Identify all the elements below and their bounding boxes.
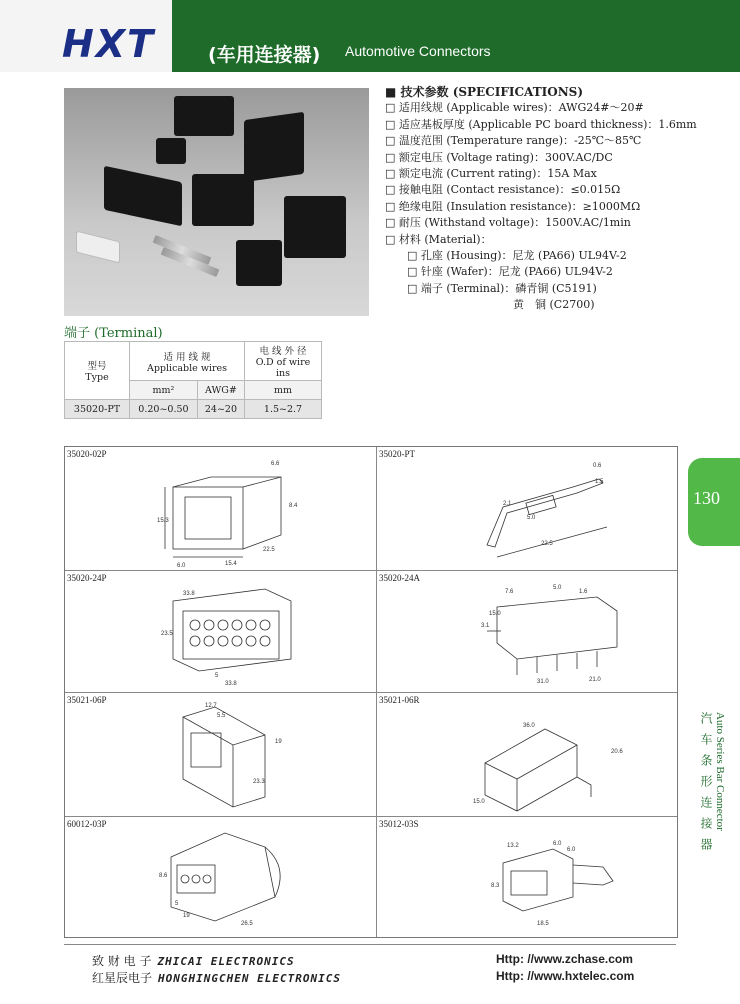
drawing-cell <box>377 447 677 571</box>
connector-part <box>76 231 120 264</box>
company-name-en: HONGHINGCHEN ELECTRONICS <box>158 972 341 985</box>
th-wire-cn: 适 用 线 规 <box>163 351 211 363</box>
drawing-label: 35020-24P <box>67 573 107 583</box>
product-photo <box>64 88 369 316</box>
drawing-cell <box>377 817 677 937</box>
drawing-60012-03p <box>65 817 377 937</box>
spec-row: □ 接触电阻 (Contact resistance)：≤0.015Ω <box>385 183 621 197</box>
spec-row: □ 适应基板厚度 (Applicable PC board thickness)：1.6mm <box>385 117 697 131</box>
drawing-label: 60012-03P <box>67 819 107 829</box>
drawing-label: 35020-PT <box>379 449 415 459</box>
spec-title: ■ 技术参数 (SPECIFICATIONS) <box>385 85 584 99</box>
dim-label: 5.0 <box>527 515 536 521</box>
drawing-cell <box>377 571 677 693</box>
dim-label: 5 <box>215 673 219 679</box>
page-number: 130 <box>693 488 720 508</box>
connector-part <box>236 240 282 286</box>
material-row: □ 端子 (Terminal)：磷青铜 (C5191) <box>407 281 597 295</box>
th-type-en: Type <box>85 372 109 383</box>
val-awg: 24~20 <box>197 400 244 419</box>
material-row: 黄 铜 (C2700) <box>513 298 595 312</box>
dim-label: 15.3 <box>157 518 169 524</box>
drawing-grid <box>64 446 678 938</box>
dim-label: 5 <box>175 901 179 907</box>
dim-label: 15.0 <box>489 611 501 617</box>
dim-label: 6.0 <box>177 563 186 569</box>
dim-label: 7.6 <box>505 589 514 595</box>
connector-part <box>192 174 254 226</box>
drawing-cell <box>65 447 377 571</box>
dim-label: 23.3 <box>253 779 265 785</box>
drawing-cell <box>65 693 377 817</box>
spec-row: □ 耐压 (Withstand voltage)：1500V.AC/1min <box>385 216 631 230</box>
dim-label: 18.5 <box>537 921 549 927</box>
dim-label: 6.0 <box>553 841 562 847</box>
connector-part <box>244 112 304 182</box>
val-type: 35020-PT <box>65 400 130 419</box>
val-wire: 0.20~0.50 <box>130 400 198 419</box>
dim-label: 19 <box>183 913 190 919</box>
dim-label: 23.5 <box>161 631 173 637</box>
drawing-35020-24a <box>377 571 677 693</box>
side-category <box>699 712 732 902</box>
website-link-1[interactable]: Http: //www.zchase.com <box>496 952 633 966</box>
company-name-en: ZHICAI ELECTRONICS <box>157 955 295 968</box>
footer-company-2 <box>92 969 341 986</box>
dim-label: 13.2 <box>507 843 519 849</box>
dim-label: 3.1 <box>481 623 490 629</box>
th-type-cn: 型号 <box>87 361 107 372</box>
connector-part <box>284 196 346 258</box>
th-od-en: O.D of wire ins <box>255 357 311 379</box>
side-category-en: Auto Series Bar Connector <box>714 712 726 831</box>
header-title-cn: (车用连接器) <box>208 44 321 66</box>
dim-label: 1.5 <box>595 479 604 485</box>
footer-company-1 <box>92 952 295 969</box>
dim-label: 6.0 <box>567 847 576 853</box>
material-row: □ 针座 (Wafer)：尼龙 (PA66) UL94V-2 <box>407 265 613 279</box>
unit-mm2: mm² <box>130 381 198 400</box>
dim-label: 19 <box>275 739 282 745</box>
connector-part <box>174 96 234 136</box>
val-od: 1.5~2.7 <box>245 400 322 419</box>
brand-logo: HXT <box>62 22 156 66</box>
drawing-35012-03s <box>377 817 677 937</box>
drawing-label: 35020-02P <box>67 449 107 459</box>
dim-label: 20.6 <box>611 749 623 755</box>
dim-label: 26.5 <box>241 921 253 927</box>
spec-row: □ 温度范围 (Temperature range)：-25℃～85℃ <box>385 134 642 148</box>
spec-row: □ 绝缘电阻 (Insulation resistance)：≥1000MΩ <box>385 199 641 213</box>
footer-divider <box>64 944 676 945</box>
spec-row: □ 材料 (Material)： <box>385 232 492 246</box>
dim-label: 8.4 <box>289 503 298 509</box>
drawing-label: 35020-24A <box>379 573 420 583</box>
dim-label: 15.0 <box>473 799 485 805</box>
unit-mm: mm <box>245 381 322 400</box>
drawing-cell <box>377 693 677 817</box>
dim-label: 15.4 <box>225 561 237 567</box>
drawing-label: 35012-03S <box>379 819 419 829</box>
drawing-35020-02p <box>65 447 377 571</box>
drawing-cell <box>65 571 377 693</box>
dim-label: 2.1 <box>503 501 512 507</box>
header-title-en: Automotive Connectors <box>345 43 491 59</box>
page-number-tab <box>688 458 740 546</box>
spec-row: □ 适用线规 (Applicable wires)：AWG24#～20# <box>385 101 644 115</box>
dim-label: 33.8 <box>225 681 237 687</box>
dim-label: 36.0 <box>523 723 535 729</box>
dim-label: 8.6 <box>159 873 168 879</box>
dim-label: 21.0 <box>589 677 601 683</box>
th-wire-en: Applicable wires <box>146 362 228 374</box>
connector-part <box>104 166 182 227</box>
dim-label: 12.7 <box>205 703 217 709</box>
dim-label: 8.3 <box>491 883 500 889</box>
dim-label: 1.6 <box>579 589 588 595</box>
drawing-label: 35021-06R <box>379 695 420 705</box>
dim-label: 5.0 <box>553 585 562 591</box>
dim-label: 22.5 <box>263 547 275 553</box>
dim-label: 6.6 <box>271 461 280 467</box>
unit-awg: AWG# <box>197 381 244 400</box>
website-link-2[interactable]: Http: //www.hxtelec.com <box>496 969 635 983</box>
side-category-cn: 汽车条形连接器 <box>699 712 713 859</box>
drawing-35020-pt <box>377 447 677 571</box>
material-row: □ 孔座 (Housing)：尼龙 (PA66) UL94V-2 <box>407 249 627 263</box>
drawing-cell <box>65 817 377 937</box>
spec-row: □ 额定电流 (Current rating)：15A Max <box>385 167 597 181</box>
terminal-title: 端子 (Terminal) <box>64 326 163 341</box>
spec-row: □ 额定电压 (Voltage rating)：300V.AC/DC <box>385 150 613 164</box>
dim-label: 31.0 <box>537 679 549 685</box>
th-od-cn: 电 线 外 径 <box>259 346 307 357</box>
specifications <box>385 84 730 314</box>
dim-label: 5.5 <box>217 713 226 719</box>
company-name-cn: 红星辰电子 <box>92 971 153 985</box>
dim-label: 0.6 <box>593 463 602 469</box>
terminal-table <box>64 341 322 419</box>
company-name-cn: 致 财 电 子 <box>92 954 152 968</box>
drawing-35021-06p <box>65 693 377 817</box>
drawing-35021-06r <box>377 693 677 817</box>
drawing-label: 35021-06P <box>67 695 107 705</box>
connector-part <box>156 138 186 164</box>
drawing-35020-24p <box>65 571 377 693</box>
dim-label: 33.8 <box>183 591 195 597</box>
dim-label: 22.5 <box>541 541 553 547</box>
